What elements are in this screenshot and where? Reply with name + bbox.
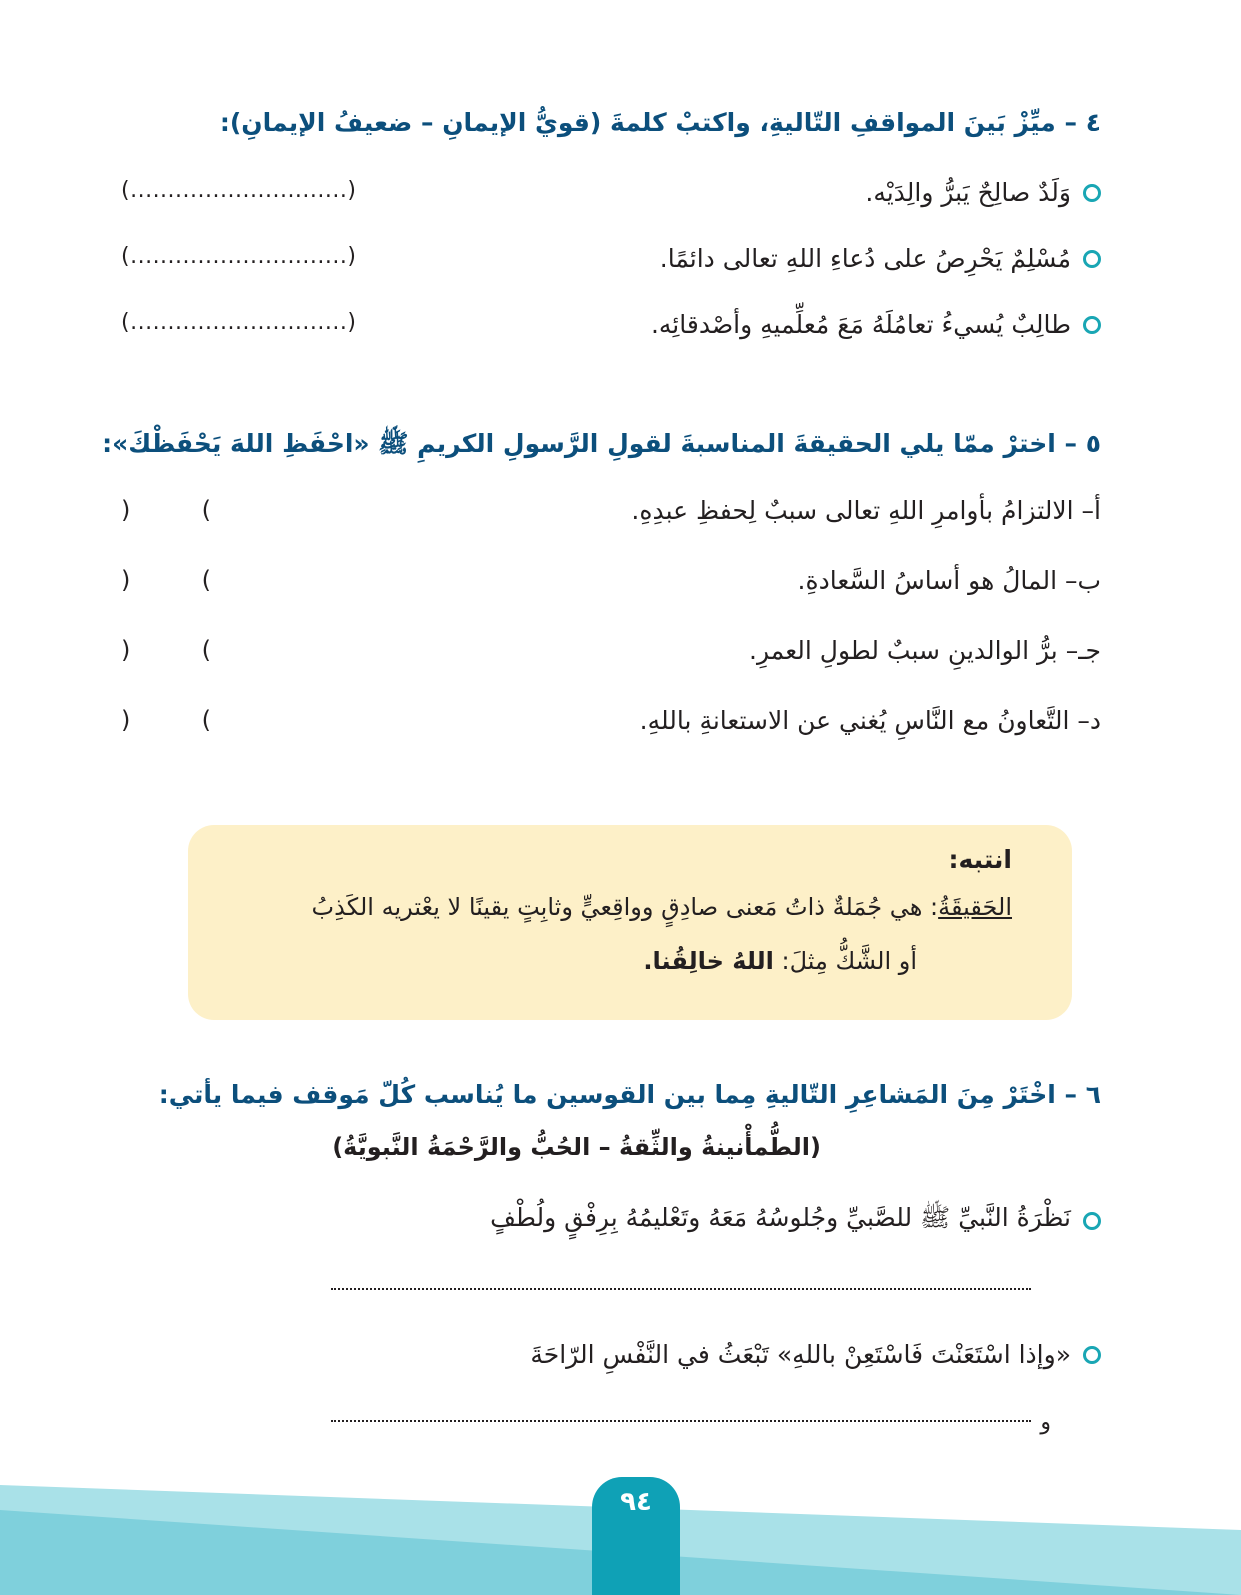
close-paren: ) [121, 706, 131, 734]
q6-choices: (الطُّمأْنينةُ والثِّقةُ – الحُبُّ والرَّحْمَةُ النَّبويَّةُ) [332, 1133, 821, 1161]
question-6-text: اخْتَرْ مِنَ المَشاعِرِ التّاليةِ مِما بين القوسين ما يُناسب كُلّ مَوقف فيما يأتي: [158, 1080, 1056, 1109]
question-4-number: ٤ – [1064, 108, 1101, 137]
q4-item-2-text: مُسْلِمٌ يَحْرِصُ على دُعاءِ اللهِ تعالى دائمًا. [659, 244, 1071, 273]
q4-item-1-answer-blank[interactable]: (.............................) [121, 178, 357, 203]
q5-item-b-text: ب– المالُ هو أساسُ السَّعادةِ. [797, 566, 1101, 595]
circle-bullet-icon [1083, 184, 1101, 202]
note-example: اللهُ خالِقُنا. [643, 947, 774, 975]
q6-item-2-answer-line[interactable] [331, 1420, 1031, 1422]
question-4-text: ميِّزْ بَينَ المواقفِ التّاليةِ، واكتبْ كلمةَ (قويُّ الإيمانِ – ضعيفُ الإيمانِ): [219, 108, 1056, 137]
q4-item-3-answer-blank[interactable]: (.............................) [121, 310, 357, 335]
circle-bullet-icon [1083, 250, 1101, 268]
page-number: ٩٤ [620, 1487, 652, 1517]
q5-item-c-text: جـ– برُّ الوالدينِ سببٌ لطولِ العمرِ. [749, 636, 1101, 665]
q6-item-2 [121, 1340, 1101, 1380]
circle-bullet-icon [1083, 316, 1101, 334]
q5-item-d [121, 706, 1101, 746]
q4-item-2-answer-blank[interactable]: (.............................) [121, 244, 357, 269]
q5-item-c-answer-box[interactable] [121, 636, 211, 664]
close-paren: ) [121, 496, 131, 524]
close-paren: ) [121, 636, 131, 664]
q5-item-b-answer-box[interactable] [121, 566, 211, 594]
q4-item-3-text: طالِبٌ يُسيءُ تعامُلَهُ مَعَ مُعلِّميهِ وأصْدقائِه. [650, 310, 1071, 339]
question-5-number: ٥ – [1064, 429, 1101, 458]
open-paren: ( [201, 636, 211, 664]
open-paren: ( [201, 566, 211, 594]
open-paren: ( [201, 706, 211, 734]
note-definition-line [312, 893, 1012, 921]
note-title: انتبه: [948, 845, 1012, 874]
note-term: الحَقيقَةُ [938, 893, 1012, 921]
note-example-line [643, 947, 917, 975]
q5-item-d-text: د– التَّعاونُ مع النَّاسِ يُغني عن الاستعانةِ باللهِ. [639, 706, 1101, 735]
open-paren: ( [201, 496, 211, 524]
q5-item-d-answer-box[interactable] [121, 706, 211, 734]
q6-item-1-answer-line[interactable] [331, 1288, 1031, 1290]
note-example-prefix: أو الشَّكُّ مِثلَ: [773, 947, 917, 975]
question-4-title [220, 108, 1101, 137]
question-6-title [159, 1080, 1101, 1109]
q4-item-3 [121, 310, 1101, 350]
q5-item-a-answer-box[interactable] [121, 496, 211, 524]
circle-bullet-icon [1083, 1346, 1101, 1364]
q6-item-2-answer-prefix: و [1040, 1410, 1051, 1435]
q5-item-c [121, 636, 1101, 676]
circle-bullet-icon [1083, 1212, 1101, 1230]
note-definition: : هي جُمَلةٌ ذاتُ مَعنى صادِقٍ وواقِعيٍّ وثابِتٍ يقينًا لا يعْتريه الكَذِبُ [311, 893, 939, 921]
close-paren: ) [121, 566, 131, 594]
question-5-title [102, 428, 1101, 465]
q6-item-2-text: «وإذا اسْتَعَنْتَ فَاسْتَعِنْ باللهِ» تَبْعَثُ في النَّفْسِ الرّاحَةَ [530, 1340, 1071, 1369]
q5-item-a-text: أ– الالتزامُ بأوامرِ اللهِ تعالى سببٌ لِحفظِ عبدِهِ. [631, 496, 1101, 525]
question-5-text: اخترْ ممّا يلي الحقيقةَ المناسبةَ لقولِ الرَّسولِ الكريمِ ﷺ «احْفَظِ اللهَ يَحْفَظْكَ»: [102, 429, 1056, 458]
note-box [188, 825, 1072, 1020]
q4-item-2 [121, 244, 1101, 284]
q4-item-1-text: وَلَدٌ صالِحٌ يَبرُّ والِدَيْه. [865, 178, 1071, 207]
q6-item-1-text: نَظْرَةُ النَّبيِّ ﷺ للصَّبيِّ وجُلوسُهُ مَعَهُ وتَعْليمُهُ بِرِفْقٍ ولُطْفٍ [490, 1203, 1071, 1232]
q4-item-1 [121, 178, 1101, 218]
q6-item-1 [121, 1202, 1101, 1242]
q5-item-b [121, 566, 1101, 606]
q5-item-a [121, 496, 1101, 536]
question-6-number: ٦ – [1064, 1080, 1101, 1109]
page-number-badge [592, 1477, 680, 1595]
